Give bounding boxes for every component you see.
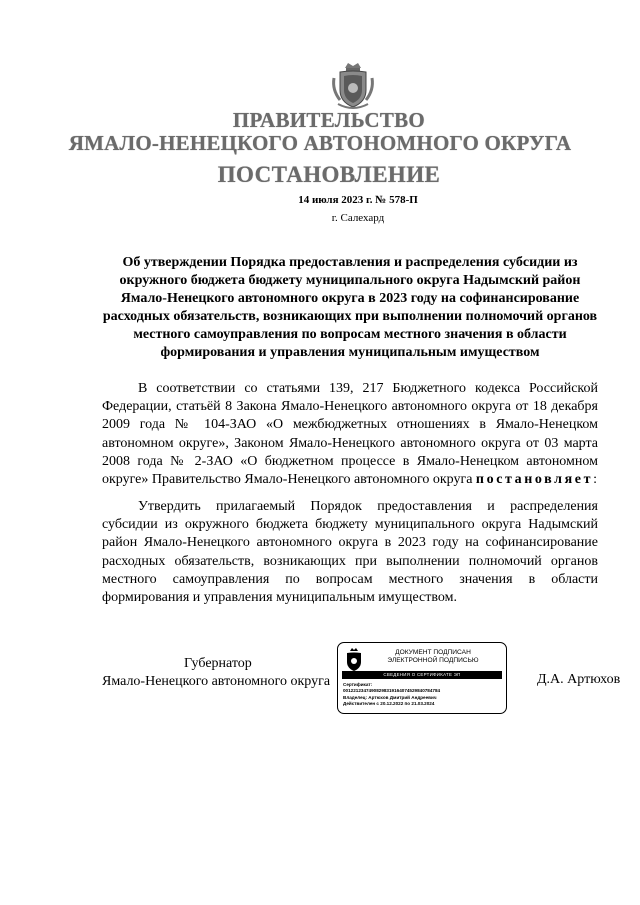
region-title: ЯМАЛО-НЕНЕЦКОГО АВТОНОМНОГО ОКРУГА <box>68 131 572 155</box>
certificate-label: Сертификат: <box>343 682 373 687</box>
coat-of-arms-icon <box>344 648 364 672</box>
certificate-owner: Владелец: Артюхов Дмитрий Андреевич <box>343 694 437 700</box>
document-title: Об утверждении Порядка предоставления и распределения субсидии из окружного бюджета бюджету муниципального округа Надымский район Ямало-Ненецкого автономного округа в 2023 году на софинансирование расходных обязательств, возникающих при выполнении полномочий органов местного самоуправления по вопросам местного значения в области формирования и управления муниципальным имуществом <box>102 255 598 360</box>
stamp-certificate-bar: СВЕДЕНИЯ О СЕРТИФИКАТЕ ЭП <box>342 671 502 679</box>
stamp-title-line-1: ДОКУМЕНТ ПОДПИСАН <box>395 649 471 656</box>
date-and-number: 14 июля 2023 г. № 578-П <box>298 194 418 206</box>
stamp-certificate-info <box>343 682 503 707</box>
preamble-text: В соответствии со статьями 139, 217 Бюджетного кодекса Российской Федерации, статьёй 8 Закона Ямало-Ненецкого автономного округа от 18 декабря 2009 года № 104-ЗАО «О межбюджетных отношениях в Ямало-Ненецком автономном округе», Законом Ямало-Ненецкого автономного округа от 03 марта 2008 года № 2-ЗАО «О бюджетном процессе в Ямало-Ненецком автономном округе» Правительство Ямало-Ненецкого автономного округа <box>102 381 598 488</box>
preamble-paragraph <box>102 380 598 489</box>
government-title: ПРАВИТЕЛЬСТВО <box>232 108 426 132</box>
decree-colon: : <box>593 472 597 488</box>
certificate-number: 00122123474908298319164074529840784784 <box>343 688 441 694</box>
stamp-title <box>367 649 499 665</box>
stamp-title-line-2: ЭЛЕКТРОННОЙ ПОДПИСЬЮ <box>387 657 479 664</box>
resolution-paragraph: Утвердить прилагаемый Порядок предоставления и распределения субсидии из окружного бюджета бюджету муниципального округа Надымский район Ямало-Ненецкого автономного округа в 2023 году на софинансирование расходных обязательств, возникающих при выполнении полномочий органов местного самоуправления по вопросам местного значения в области формирования и управления муниципальным имуществом. <box>102 499 598 606</box>
position-line-2: Ямало-Ненецкого автономного округа <box>102 674 331 689</box>
signatory-position <box>102 655 342 691</box>
certificate-validity: Действителен с 20.12.2022 по 21.03.2024 <box>343 700 435 706</box>
coat-of-arms-icon <box>330 60 376 112</box>
electronic-signature-stamp <box>337 642 507 714</box>
signatory-name: Д.А. Артюхов <box>537 672 621 687</box>
city: г. Салехард <box>331 212 385 224</box>
document-type-heading: ПОСТАНОВЛЕНИЕ <box>217 162 441 187</box>
decree-word: постановляет <box>475 472 594 488</box>
position-line-1: Губернатор <box>184 656 252 671</box>
